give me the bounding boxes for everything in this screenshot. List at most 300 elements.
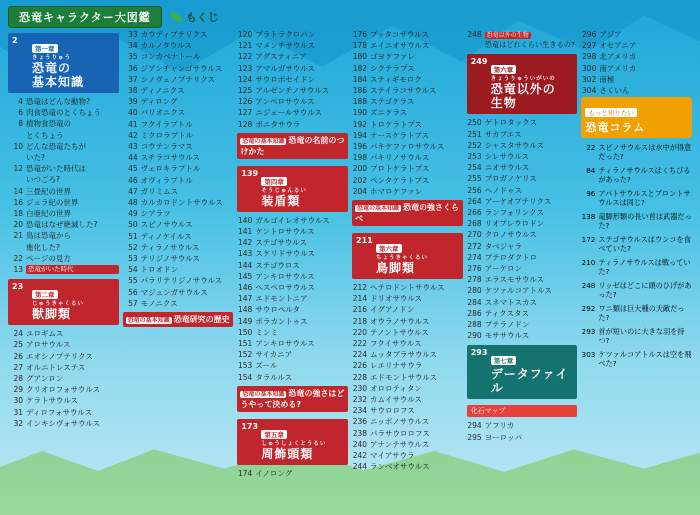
- toc-entry-label[interactable]: [8, 265, 119, 274]
- toc-entry[interactable]: [123, 220, 234, 229]
- toc-entry-page: 121: [238, 41, 253, 51]
- section-kicker: 第六章: [491, 65, 517, 74]
- toc-entry[interactable]: [123, 232, 234, 241]
- toc-entry[interactable]: [123, 120, 234, 129]
- column-entry-page: 292: [581, 304, 596, 314]
- toc-entry[interactable]: [467, 230, 578, 239]
- toc-entry-title: ジアンチャンゴサウルス: [140, 63, 223, 73]
- toc-entry[interactable]: [352, 283, 463, 292]
- toc-entry-page: 184: [352, 74, 368, 84]
- toc-entry-page: 20: [13, 220, 23, 230]
- toc-entry[interactable]: [352, 142, 463, 151]
- toc-entry-title: プッタコサウルス: [370, 30, 430, 39]
- toc-entry-page: 38: [128, 86, 138, 96]
- toc-entry[interactable]: [352, 384, 463, 393]
- toc-entry-page: 24: [13, 329, 23, 339]
- toc-entry-title: プラトラクロパン: [255, 30, 316, 39]
- toc-entry-title: サウロペルタ: [255, 305, 301, 315]
- toc-entry[interactable]: [467, 298, 578, 307]
- toc-entry[interactable]: [237, 328, 348, 337]
- column-entry[interactable]: [581, 327, 692, 345]
- toc-entry-page: 25: [13, 340, 23, 350]
- toc-entry[interactable]: [352, 187, 463, 196]
- toc-entry-title: ポラカントゥス: [255, 316, 308, 326]
- toc-entry-title: サイカニア: [255, 350, 293, 360]
- toc-entry-page: 180: [352, 52, 368, 62]
- toc-entry[interactable]: [123, 288, 234, 297]
- section-title: きょうりゅういがいの 恐竜以外の 生物: [491, 76, 574, 110]
- toc-entry[interactable]: [467, 421, 578, 430]
- mini-heading-tag: 恐竜の基本知識: [242, 390, 285, 398]
- toc-entry-page: 284: [467, 297, 482, 307]
- toc-entry-title: ティラノサウルス: [140, 242, 200, 252]
- toc-entry[interactable]: [123, 142, 234, 151]
- toc-entry-page: 190: [352, 108, 368, 118]
- toc-entry-title: スチラコサウルス: [140, 153, 201, 163]
- toc-entry-page: 250: [467, 118, 482, 128]
- toc-entry[interactable]: [8, 363, 119, 372]
- section-kicker: 第一章: [32, 44, 58, 53]
- toc-entry[interactable]: [123, 153, 234, 162]
- toc-entry[interactable]: [352, 294, 463, 303]
- toc-entry[interactable]: [467, 219, 578, 228]
- toc-entry-title: アンキロサウルス: [255, 271, 315, 281]
- toc-entry[interactable]: [8, 108, 119, 117]
- toc-entry[interactable]: [237, 41, 348, 50]
- toc-entry-page: 272: [467, 241, 482, 251]
- mini-heading-how_strong[interactable]: 恐竜の基本知識 恐竜の強さはどうやって決める?: [237, 386, 348, 412]
- toc-entry[interactable]: [352, 41, 463, 50]
- toc-entry[interactable]: [8, 142, 119, 151]
- column-entry[interactable]: [581, 212, 692, 230]
- toc-entry-page: 46: [128, 175, 138, 185]
- toc-entry[interactable]: [352, 176, 463, 185]
- toc-entry[interactable]: [237, 261, 348, 270]
- toc-entry[interactable]: [581, 30, 692, 39]
- toc-entry[interactable]: [123, 97, 234, 106]
- toc-entry-page: 192: [352, 119, 368, 129]
- toc-entry[interactable]: [237, 294, 348, 303]
- toc-entry[interactable]: [467, 264, 578, 273]
- toc-column-col3: [237, 30, 348, 500]
- toc-entry[interactable]: [352, 361, 463, 370]
- toc-entry[interactable]: [123, 75, 234, 84]
- toc-entry-title: オロロティタン: [370, 383, 422, 393]
- toc-entry-title: ケントロサウルス: [255, 227, 315, 237]
- column-entry-page: 303: [581, 350, 596, 360]
- section-kicker: 第五章: [261, 430, 287, 439]
- toc-entry-title: どんな恐竜たちが: [26, 141, 86, 151]
- toc-entry[interactable]: [467, 197, 578, 206]
- toc-entry-page: 253: [467, 152, 482, 162]
- toc-column-col2: [123, 30, 234, 500]
- toc-entry-page: 122: [238, 52, 253, 62]
- toc-entry[interactable]: [8, 198, 119, 207]
- toc-entry-title: ヴェロキラプトル: [140, 164, 201, 174]
- column-entry-page: 96: [586, 189, 596, 199]
- toc-entry-page: [8, 243, 26, 252]
- toc-entry-title: アグスティニア: [255, 52, 307, 62]
- toc-entry-title: スピノサウルス: [140, 220, 193, 230]
- toc-entry-title: オセアニア: [599, 41, 637, 51]
- toc-entry-page: 214: [352, 294, 368, 304]
- toc-entry[interactable]: [237, 86, 348, 95]
- toc-entry-page: 4: [18, 97, 23, 106]
- toc-entry[interactable]: [8, 374, 119, 383]
- toc-entry-page: 244: [352, 462, 368, 472]
- toc-entry-title: ゴヨケファレ: [370, 52, 415, 62]
- toc-entry[interactable]: [237, 283, 348, 292]
- section-heading-ornithopod[interactable]: [352, 233, 463, 279]
- toc-entry[interactable]: [237, 317, 348, 326]
- toc-entry[interactable]: [352, 108, 463, 117]
- toc-entry-page: 52: [128, 242, 138, 252]
- column-entry[interactable]: [581, 143, 692, 161]
- toc-entry[interactable]: [237, 272, 348, 281]
- mini-heading-inline: 恐竜以外の生物 恐竜はどれくらい生きるの?: [484, 32, 575, 50]
- toc-entry[interactable]: [352, 429, 463, 438]
- toc-entry-title: ナースケラトプス: [370, 130, 430, 140]
- toc-entry[interactable]: [123, 209, 234, 218]
- toc-entry[interactable]: [8, 220, 119, 229]
- toc-entry[interactable]: [123, 187, 234, 196]
- toc-entry[interactable]: [352, 406, 463, 415]
- toc-entry[interactable]: [467, 118, 578, 127]
- toc-entry[interactable]: [467, 286, 578, 295]
- toc-entry[interactable]: [237, 30, 348, 39]
- toc-entry[interactable]: [237, 238, 348, 247]
- toc-entry[interactable]: [237, 216, 348, 225]
- column-entry[interactable]: [581, 304, 692, 322]
- toc-entry[interactable]: [8, 164, 119, 173]
- section-page-number: 211: [356, 236, 373, 246]
- toc-entry[interactable]: [352, 64, 463, 73]
- toc-entry[interactable]: [8, 153, 119, 162]
- toc-entry[interactable]: [467, 331, 578, 340]
- toc-label-text: もくじ: [185, 11, 219, 24]
- toc-entry[interactable]: [123, 86, 234, 95]
- toc-entry-title: クリオロフォサウルス: [26, 385, 101, 395]
- toc-entry[interactable]: [237, 120, 348, 129]
- toc-entry[interactable]: [8, 231, 119, 240]
- mini-heading-history[interactable]: 恐竜の基本知識 恐竜研究の歴史: [123, 312, 234, 327]
- section-kicker: 第六章: [376, 244, 402, 253]
- section-heading-beast[interactable]: [8, 279, 119, 325]
- toc-entry[interactable]: [467, 174, 578, 183]
- toc-entry-page: 204: [352, 186, 368, 196]
- column-entry-page: 172: [581, 235, 596, 245]
- mini-heading-strength[interactable]: 恐竜の基本知識 恐竜の強さくらべ: [352, 200, 463, 226]
- toc-entry[interactable]: [352, 86, 463, 95]
- toc-entry-page: 48: [128, 198, 138, 208]
- toc-entry[interactable]: [237, 373, 348, 382]
- toc-entry[interactable]: [8, 340, 119, 349]
- section-page-number: 173: [241, 421, 259, 431]
- toc-entry[interactable]: [467, 152, 578, 161]
- toc-entry-title: ヘスペロサウルス: [255, 283, 315, 293]
- toc-entry[interactable]: [352, 30, 463, 39]
- toc-entry-title: プロガノケリス: [484, 174, 537, 184]
- toc-entry[interactable]: [237, 97, 348, 106]
- toc-entry-page: 26: [13, 351, 23, 361]
- toc-entry-page: 196: [352, 142, 368, 152]
- toc-entry[interactable]: [352, 328, 463, 337]
- section-heading-marginal[interactable]: [237, 419, 348, 465]
- toc-entry[interactable]: [352, 451, 463, 460]
- toc-entry-title: マイアサウラ: [370, 451, 415, 461]
- toc-entry-page: 238: [352, 428, 368, 438]
- toc-entry[interactable]: [8, 254, 119, 263]
- section-title-ruby: きょうりゅう: [32, 55, 72, 61]
- toc-entry-page: 228: [352, 372, 368, 382]
- toc-entry[interactable]: [123, 52, 234, 61]
- section-title: じゅうきゃくるい 獣脚類: [32, 301, 115, 321]
- toc-entry-title: オウラノサウルス: [370, 316, 430, 326]
- toc-entry[interactable]: [352, 317, 463, 326]
- toc-entry[interactable]: [8, 396, 119, 405]
- toc-entry[interactable]: [237, 227, 348, 236]
- section-heading-armored[interactable]: [237, 166, 348, 212]
- toc-entry[interactable]: [467, 320, 578, 329]
- column-entry[interactable]: [581, 235, 692, 253]
- toc-entry-page: 22: [13, 253, 23, 263]
- column-entry-title: 首が短いのに大きな羽を持つ?: [598, 327, 685, 346]
- toc-entry[interactable]: [8, 243, 119, 252]
- toc-entry[interactable]: [8, 385, 119, 394]
- toc-entry[interactable]: [581, 52, 692, 61]
- toc-entry[interactable]: [123, 243, 234, 252]
- toc-entry[interactable]: [352, 395, 463, 404]
- toc-entry[interactable]: [123, 299, 234, 308]
- column-section-header[interactable]: [581, 97, 692, 138]
- toc-entry[interactable]: [8, 329, 119, 338]
- toc-entry-page: 49: [128, 209, 138, 219]
- toc-entry-page: 6: [18, 108, 23, 118]
- toc-entry-title: ヨーロッパ: [484, 432, 523, 442]
- toc-entry[interactable]: [237, 469, 348, 478]
- toc-entry-page: 37: [128, 74, 138, 84]
- toc-entry-title: ムッタブラサウルス: [370, 350, 437, 360]
- toc-entry[interactable]: [352, 417, 463, 426]
- column-entry-title: ワニ類は巨大種の天敵だった?: [598, 304, 685, 323]
- toc-entry[interactable]: [123, 30, 234, 39]
- toc-label: [170, 9, 219, 25]
- toc-entry[interactable]: [237, 339, 348, 348]
- toc-entry[interactable]: [352, 164, 463, 173]
- toc-entry-title: ズニケラス: [370, 108, 408, 118]
- toc-entry-title: モササウルス: [484, 331, 530, 341]
- toc-entry-page: 35: [128, 52, 138, 62]
- toc-entry-page: 42: [128, 130, 138, 140]
- toc-entry[interactable]: [467, 242, 578, 251]
- toc-entry[interactable]: [8, 187, 119, 196]
- toc-entry-page: 50: [128, 220, 138, 230]
- toc-entry-title: レエリナサウラ: [370, 361, 423, 371]
- toc-entry-title: インキシヴォサウルス: [26, 418, 101, 428]
- toc-entry-title: ディロング: [140, 97, 178, 107]
- toc-entry[interactable]: [467, 253, 578, 262]
- toc-entry[interactable]: [352, 153, 463, 162]
- toc-entry-title: アフリカ: [484, 421, 515, 431]
- column-entry[interactable]: [581, 189, 692, 207]
- column-entry-title: ステゴサウルスはウンコを食べていた?: [598, 235, 691, 254]
- toc-entry[interactable]: [123, 108, 234, 117]
- toc-entry[interactable]: [237, 64, 348, 73]
- toc-entry-page: 290: [467, 331, 482, 341]
- toc-entry[interactable]: [467, 130, 578, 139]
- toc-entry[interactable]: [123, 265, 234, 274]
- toc-entry-page: 146: [238, 283, 253, 293]
- toc-entry[interactable]: [123, 254, 234, 263]
- toc-entry[interactable]: [237, 350, 348, 359]
- toc-entry[interactable]: [237, 249, 348, 258]
- column-entry-page: 22: [586, 143, 596, 153]
- toc-entry-page: 44: [128, 153, 138, 163]
- toc-entry[interactable]: [237, 361, 348, 370]
- toc-entry-title: エイニオサウルス: [370, 41, 430, 51]
- toc-entry-title: タラルルス: [255, 372, 293, 382]
- column-entry[interactable]: [581, 350, 692, 368]
- page-title: 恐竜キャラクター大図鑑: [8, 6, 162, 28]
- toc-entry[interactable]: [237, 305, 348, 314]
- toc-entry[interactable]: [467, 186, 578, 195]
- toc-entry-page: 40: [128, 108, 138, 118]
- toc-entry-page: 28: [13, 374, 23, 384]
- section-title-ruby: しゅうしょくとうるい: [261, 440, 327, 447]
- toc-entry[interactable]: [8, 352, 119, 361]
- toc-entry-page: 270: [467, 230, 482, 240]
- toc-entry-title: プテロダクトロ: [484, 252, 538, 262]
- toc-entry[interactable]: [352, 373, 463, 382]
- toc-entry-title: 南極: [599, 74, 615, 84]
- section-heading-datafile[interactable]: [467, 345, 578, 399]
- toc-entry[interactable]: [123, 41, 234, 50]
- column-entry[interactable]: [581, 166, 692, 184]
- toc-entry[interactable]: [8, 175, 119, 184]
- toc-entry[interactable]: [237, 52, 348, 61]
- toc-entry-page: 248: [467, 30, 482, 39]
- toc-entry-title: ディノケイルス: [140, 231, 192, 241]
- toc-entry[interactable]: [8, 131, 119, 140]
- toc-entry[interactable]: [352, 339, 463, 348]
- toc-entry[interactable]: [352, 97, 463, 106]
- toc-entry-title: ディロフォサウルス: [26, 407, 93, 417]
- toc-entry-title: ニオサウルス: [484, 163, 530, 173]
- toc-entry-title: フクイラプトル: [140, 119, 193, 129]
- mini-heading-tag: 恐竜の基本知識: [127, 317, 170, 325]
- toc-entry[interactable]: [8, 209, 119, 218]
- mini-heading-naming[interactable]: 恐竜の基本知識 恐竜の名前のつけかた: [237, 133, 348, 159]
- column-entry[interactable]: [581, 281, 692, 299]
- toc-entry[interactable]: [467, 309, 578, 318]
- toc-entry-page: 140: [238, 215, 253, 225]
- toc-entry[interactable]: [8, 419, 119, 428]
- toc-entry[interactable]: [352, 440, 463, 449]
- toc-entry-title: 三畳紀の世界: [26, 186, 71, 196]
- toc-entry-title: シクテラプス: [370, 63, 415, 73]
- toc-entry[interactable]: [467, 141, 578, 150]
- toc-entry-note[interactable]: [467, 30, 578, 49]
- toc-entry-page: 14: [13, 186, 23, 196]
- toc-entry[interactable]: [581, 41, 692, 50]
- toc-entry-title: カルカロドントサウルス: [140, 198, 223, 208]
- toc-entry-page: 276: [467, 264, 482, 274]
- toc-entry[interactable]: [352, 350, 463, 359]
- toc-entry[interactable]: [581, 75, 692, 84]
- toc-entry[interactable]: [123, 164, 234, 173]
- toc-entry[interactable]: [581, 64, 692, 73]
- toc-entry[interactable]: [123, 64, 234, 73]
- toc-entry[interactable]: [467, 163, 578, 172]
- toc-entry-page: 194: [352, 130, 368, 140]
- toc-entry[interactable]: [237, 75, 348, 84]
- toc-entry[interactable]: [352, 131, 463, 140]
- toc-entry-title: ガルゴイレオサウルス: [255, 215, 330, 225]
- section-title-ruby: じゅうきゃくるい: [32, 301, 85, 308]
- toc-entry-page: 18: [13, 209, 23, 219]
- section-heading-others[interactable]: [467, 54, 578, 114]
- toc-entry[interactable]: [8, 408, 119, 417]
- toc-entry-page: 218: [352, 316, 368, 326]
- toc-entry-page: 56: [128, 287, 138, 297]
- toc-entry-title: 恐竜はどんな動物?: [26, 97, 90, 106]
- toc-entry-title: パキリノサウルス: [370, 153, 430, 163]
- toc-entry-title: マジュンガサウルス: [140, 287, 208, 297]
- toc-entry[interactable]: [467, 433, 578, 442]
- column-entry-title: スピノサウルスは水中が得意だった?: [598, 143, 692, 162]
- toc-entry[interactable]: [467, 208, 578, 217]
- toc-entry[interactable]: [352, 462, 463, 471]
- section-kicker: 第四章: [261, 177, 287, 186]
- column-entry-page: 210: [581, 258, 596, 268]
- toc-entry-page: 212: [352, 283, 368, 293]
- toc-entry-page: 222: [352, 339, 368, 349]
- toc-entry-title: ミンミ: [255, 327, 278, 337]
- column-entry-page: 293: [581, 327, 596, 337]
- toc-entry-title: リオプレウロドン: [484, 219, 545, 229]
- toc-entry-title: ホマロケファレ: [370, 186, 423, 196]
- toc-entry[interactable]: [123, 276, 234, 285]
- toc-entry-title: ステゴケラス: [370, 97, 415, 107]
- toc-entry[interactable]: [8, 119, 119, 128]
- section-page-number: 139: [241, 168, 259, 178]
- toc-entry[interactable]: [352, 305, 463, 314]
- section-heading-basic[interactable]: [8, 33, 119, 93]
- toc-entry[interactable]: [352, 120, 463, 129]
- toc-entry[interactable]: [581, 86, 692, 95]
- datafile-subsection: 化石マップ: [467, 405, 578, 417]
- toc-entry-title: アナンテサウルス: [370, 439, 430, 449]
- toc-entry-page: 30: [13, 396, 23, 406]
- toc-entry[interactable]: [237, 108, 348, 117]
- column-entry[interactable]: [581, 258, 692, 276]
- toc-entry[interactable]: [8, 97, 119, 106]
- toc-entry-title: ペンタケラトプス: [370, 175, 430, 185]
- toc-entry-page: [8, 131, 26, 140]
- toc-entry-page: 297: [582, 41, 597, 51]
- toc-entry-title: 北アメリカ: [599, 52, 637, 62]
- toc-entry[interactable]: [123, 198, 234, 207]
- toc-entry-page: 32: [13, 418, 23, 428]
- toc-entry[interactable]: [352, 75, 463, 84]
- toc-entry-title: マメンチサウルス: [255, 41, 315, 51]
- toc-entry[interactable]: [123, 131, 234, 140]
- toc-entry[interactable]: [352, 52, 463, 61]
- toc-entry[interactable]: [467, 275, 578, 284]
- section-title: しゅうしょくとうるい 周飾頭類: [261, 441, 344, 461]
- toc-entry-page: 274: [467, 252, 482, 262]
- toc-entry[interactable]: [123, 176, 234, 185]
